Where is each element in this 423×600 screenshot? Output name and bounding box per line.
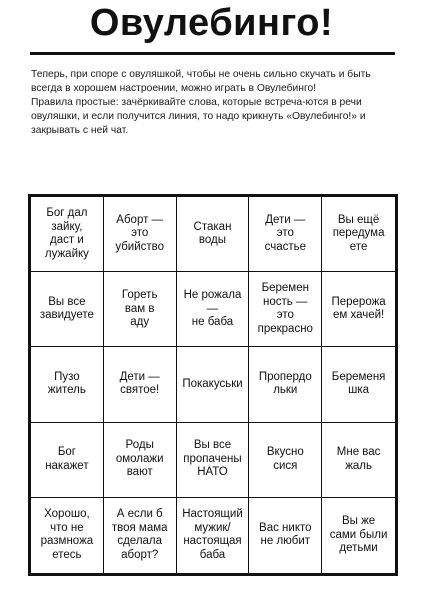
bingo-cell: Аборт — это убийство xyxy=(104,197,177,272)
bingo-grid xyxy=(28,194,398,576)
intro-paragraph-2: Правила простые: зачёркивайте слова, которые встреча-ются в речи овуляшки, и если получится линия, то надо крикнуть «Овулебинго!» и закрывать с ней чат. xyxy=(31,97,366,136)
bingo-cell: А если б твоя мама сделала аборт? xyxy=(104,498,177,573)
bingo-cell: Стакан воды xyxy=(177,197,250,272)
bingo-cell: Дети — святое! xyxy=(104,347,177,422)
bingo-cell: Бог дал зайку, даст и лужайку xyxy=(31,197,104,272)
bingo-cell: Настоящий мужик/ настоящая баба xyxy=(177,498,250,573)
bingo-cell: Пропердо льки xyxy=(249,347,322,422)
bingo-cell: Бог накажет xyxy=(31,423,104,498)
bingo-cell: Беремен ность — это прекрасно xyxy=(249,272,322,347)
bingo-cell: Беременя шка xyxy=(322,347,395,422)
bingo-cell: Не рожала — не баба xyxy=(177,272,250,347)
bingo-cell: Вы ещё передума ете xyxy=(322,197,395,272)
page-title: Овулебинго! xyxy=(89,2,334,44)
bingo-cell: Гореть вам в аду xyxy=(104,272,177,347)
bingo-cell: Пузо житель xyxy=(31,347,104,422)
bingo-cell: Перерожа ем хачей! xyxy=(322,272,395,347)
intro-paragraph-1: Теперь, при споре с овуляшкой, чтобы не очень сильно скучать и быть всегда в хорошем настроении, можно играть в Овулебинго! xyxy=(31,69,371,94)
intro-text xyxy=(31,68,401,138)
bingo-cell: Покакуськи xyxy=(177,347,250,422)
bingo-cell: Вы все завидуете xyxy=(31,272,104,347)
bingo-cell: Роды омолажи вают xyxy=(104,423,177,498)
bingo-cell: Вас никто не любит xyxy=(249,498,322,573)
bingo-cell: Дети — это счастье xyxy=(249,197,322,272)
bingo-cell: Вкусно сися xyxy=(249,423,322,498)
title-divider xyxy=(30,52,395,55)
bingo-cell: Вы же сами были детьми xyxy=(329,515,388,555)
bingo-cell: Вы все пропачены НАТО xyxy=(177,423,250,498)
bingo-cell: Хорошо, что не размножа етесь xyxy=(31,498,104,573)
bingo-cell: Мне вас жаль xyxy=(322,423,395,498)
